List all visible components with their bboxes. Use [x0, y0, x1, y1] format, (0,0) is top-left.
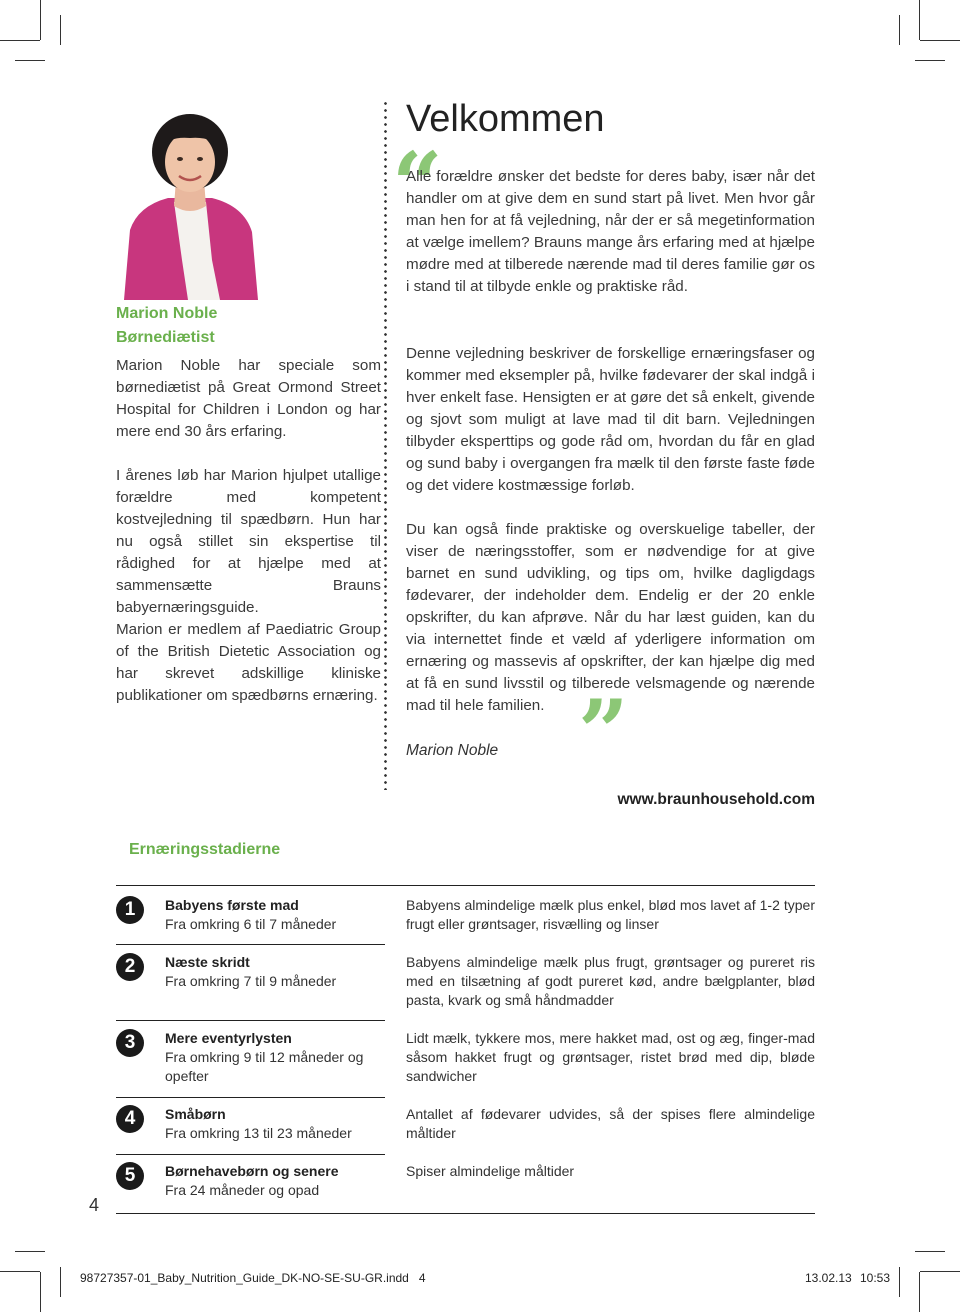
- stage-age: Fra omkring 13 til 23 måneder: [165, 1125, 352, 1141]
- stage-number-badge: 1: [116, 896, 144, 924]
- stage-age: Fra omkring 9 til 12 måneder og opefter: [165, 1049, 364, 1084]
- signature: Marion Noble: [406, 742, 499, 759]
- crop-mark: [40, 0, 41, 40]
- author-bio-paragraph: I årenes løb har Marion hjulpet utallige forældre med kompetent kostvejledning til spædbørn. Hun har nu også stillet sin ekspertise til rådighed for at hjælpe med at sammensætte Brauns babyernæringsguide.: [116, 467, 381, 616]
- stage-description: Babyens almindelige mælk plus frugt, grøntsager og pureret ris med en tilsætning af godt pureret kød, andre bælgplanter, blød pasta, kvark og små håndmadder: [406, 954, 815, 1008]
- page-title: Velkommen: [406, 98, 605, 140]
- open-quote-icon: “: [392, 132, 443, 236]
- close-quote-icon: ”: [578, 680, 629, 784]
- crop-mark: [919, 1272, 920, 1312]
- stage-row: [116, 1029, 815, 1089]
- stage-number-badge: 5: [116, 1162, 144, 1190]
- stage-description: Antallet af fødevarer udvides, så der spises flere almindelige måltider: [406, 1106, 815, 1141]
- crop-mark: [919, 0, 920, 40]
- stage-title: Mere eventyrlysten: [165, 1030, 292, 1046]
- table-rule: [116, 944, 385, 945]
- author-name: Marion Noble: [116, 305, 218, 322]
- section-title: Ernæringsstadierne: [129, 841, 281, 858]
- stage-number-badge: 2: [116, 953, 144, 981]
- welcome-paragraph: Alle forældre ønsker det bedste for deres baby, især når det handler om at give dem en sund start på livet. Men hvor går man hen for at få vejledning, når der er så megetinformation at vælge imellem? Brauns mange års erfaring med at hjælpe mødre med at tilberede nærende mad til deres familie gør os i stand til at tilbyde enkle og praktiske råd.: [406, 168, 815, 295]
- table-rule: [116, 1097, 385, 1098]
- crop-mark: [915, 60, 945, 61]
- stage-age: Fra 24 måneder og opad: [165, 1182, 320, 1198]
- crop-mark: [915, 1251, 945, 1252]
- crop-mark: [920, 1271, 960, 1272]
- stage-age: Fra omkring 6 til 7 måneder: [165, 916, 337, 932]
- crop-mark: [40, 1272, 41, 1312]
- footer-time: 10:53: [860, 1271, 891, 1285]
- crop-mark: [15, 60, 45, 61]
- stage-row: [116, 1105, 815, 1145]
- crop-mark: [0, 40, 40, 41]
- author-bio-paragraph: Marion Noble har speciale som børnediætist på Great Ormond Street Hospital for Children i London og har mere end 30 års erfaring.: [116, 357, 381, 440]
- stage-row: [116, 953, 815, 1013]
- crop-mark: [899, 1267, 900, 1297]
- table-rule: [116, 1154, 385, 1155]
- stage-title: Småbørn: [165, 1106, 226, 1122]
- page-number: 4: [89, 1195, 100, 1215]
- author-bio-paragraph: Marion er medlem af Paediatric Group of the British Dietetic Association og har skrevet adskillige kliniske publikationer om spædbørns ernæring.: [116, 621, 381, 704]
- crop-mark: [0, 1271, 40, 1272]
- stage-description: Babyens almindelige mælk plus enkel, blød mos lavet af 1-2 typer frugt eller grøntsager, risvælling og linser: [406, 897, 815, 932]
- stage-age: Fra omkring 7 til 9 måneder: [165, 973, 337, 989]
- stage-title: Babyens første mad: [165, 897, 299, 913]
- footer-date: 13.02.13: [805, 1271, 852, 1285]
- table-rule: [116, 1213, 815, 1214]
- crop-mark: [60, 1267, 61, 1297]
- table-rule: [116, 1020, 385, 1021]
- welcome-paragraph: Du kan også finde praktiske og overskuelige tabeller, der viser de næringsstoffer, som er nødvendige for at give barnet en sund udvikling, og tips om, hvilke dagligdags fødevarer, der indeholder dem. Endelig er der 20 enkle opskrifter, du kan afprøve. Når du har læst guiden, kan du via internettet finde et væld af yderligere information om ernæring og massevis af opskrifter, der kan hjælpe dig med at få en sund livsstil og tilberede velsmagende og nærende mad til hele familien.: [406, 521, 815, 714]
- crop-mark: [60, 15, 61, 45]
- stage-description: Spiser almindelige måltider: [406, 1163, 575, 1179]
- stage-title: Næste skridt: [165, 954, 250, 970]
- stage-number-badge: 4: [116, 1105, 144, 1133]
- stage-title: Børnehavebørn og senere: [165, 1163, 339, 1179]
- stage-row: [116, 896, 815, 936]
- stage-number-badge: 3: [116, 1029, 144, 1057]
- stage-row: [116, 1162, 815, 1202]
- crop-mark: [899, 15, 900, 45]
- stage-description: Lidt mælk, tykkere mos, mere hakket mad, ost og æg, finger-mad såsom hakket frugt og grøntsager, ristet brød med dip, bløde sandwicher: [406, 1030, 815, 1084]
- crop-mark: [920, 40, 960, 41]
- footer-filename: 98727357-01_Baby_Nutrition_Guide_DK-NO-SE-SU-GR.indd 4: [80, 1271, 426, 1285]
- author-title: Børnediætist: [116, 329, 215, 346]
- welcome-paragraph: Denne vejledning beskriver de forskellige ernæringsfaser og kommer med eksempler på, hvilke fødevarer der skal indgå i hver enkelt fase. Hensigten er at gøre det så enkelt, givende og sjovt som muligt at lave mad til dit barn. Vejledningen tilbyder eksperttips og gode råd om, hvordan du får en glad og sund baby i overgangen fra mælk til den første faste føde og det videre kostmæssige forløb.: [406, 345, 815, 494]
- dotted-divider: [384, 100, 387, 790]
- crop-mark: [15, 1251, 45, 1252]
- website-link[interactable]: www.braunhousehold.com: [617, 791, 815, 808]
- table-rule: [116, 885, 815, 886]
- author-photo: [116, 110, 264, 300]
